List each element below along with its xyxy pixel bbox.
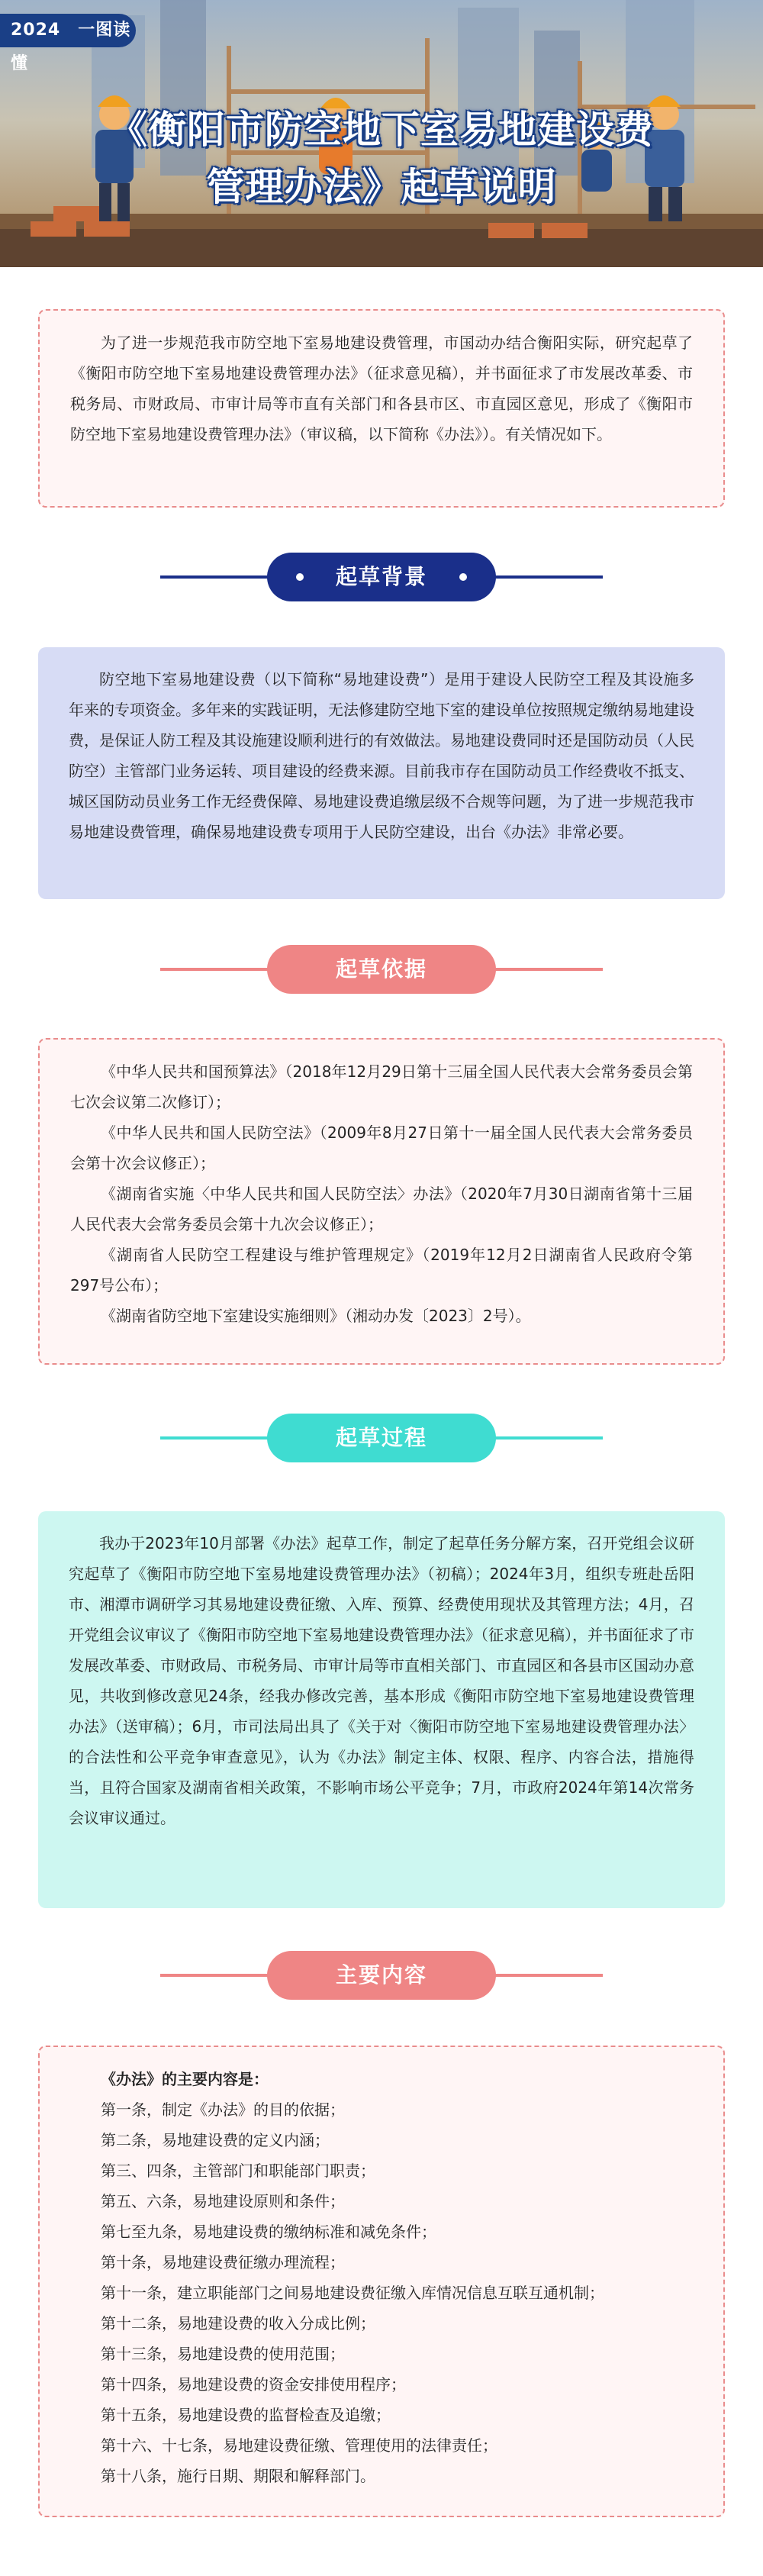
background-card (38, 647, 725, 899)
section-title: 起草背景 (335, 564, 427, 589)
basis-item: 《中华人民共和国预算法》（2018年12月29日第十三届全国人民代表大会常务委员会第七次会议第二次修订）； (70, 1062, 693, 1111)
basis-card (38, 1038, 725, 1365)
main-content-item: 第十条，易地建设费征缴办理流程； (101, 2253, 345, 2271)
main-content-heading: 《办法》的主要内容是： (101, 2070, 269, 2088)
main-content-item: 第五、六条，易地建设原则和条件； (101, 2192, 345, 2210)
section-title: 起草过程 (335, 1425, 427, 1450)
main-content-item: 第一条，制定《办法》的目的依据； (101, 2100, 345, 2119)
basis-item: 《湖南省防空地下室建设实施细则》（湘动办发〔2023〕2号）。 (101, 1307, 531, 1325)
main-content-item: 第十四条，易地建设费的资金安排使用程序； (101, 2375, 406, 2394)
main-content-card (38, 2046, 725, 2517)
section-title-pill (267, 945, 496, 994)
main-content-item: 第三、四条，主管部门和职能部门职责； (101, 2162, 375, 2180)
section-header-background (160, 553, 603, 601)
basis-item: 《湖南省实施〈中华人民共和国人民防空法〉办法》（2020年7月30日湖南省第十三届人民代表大会常务委员会第十九次会议修正）； (70, 1185, 693, 1233)
process-text: 我办于2023年10月部署《办法》起草工作，制定了起草任务分解方案，召开党组会议研究起草了《衡阳市防空地下室易地建设费管理办法》（初稿）；2024年3月，组织专班赴岳阳市、湘潭市调研学习其易地建设费征缴、入库、预算、经费使用现状及其管理方法；4月，召开党组会议审议了《衡阳市防空地下室易地建设费管理办法》（征求意见稿），并书面征求了市发展改革委、市财政局、市税务局、市审计局等市直相关部门、市直园区和各县市区国动办意见，共收到修改意见24条，经我办修改完善，基本形成《衡阳市防空地下室易地建设费管理办法》（送审稿）；6月，市司法局出具了《关于对〈衡阳市防空地下室易地建设费管理办法〉的合法性和公平竞争审查意见》，认为《办法》制定主体、权限、程序、内容合法，措施得当，且符合国家及湖南省相关政策，不影响市场公平竞争；7月，市政府2024年第14次常务会议审议通过。 (69, 1534, 694, 1827)
section-header-main-content (160, 1951, 603, 2000)
basis-item: 《湖南省人民防空工程建设与维护管理规定》（2019年12月2日湖南省人民政府令第297号公布）； (70, 1246, 693, 1294)
section-title-pill (267, 553, 496, 601)
dot-icon (296, 573, 304, 581)
section-title: 起草依据 (335, 956, 427, 982)
page-title-line1: 《衡阳市防空地下室易地建设费 (109, 108, 654, 152)
header-banner (0, 0, 763, 267)
main-content-item: 第十八条，施行日期、期限和解释部门。 (101, 2467, 375, 2485)
main-content-item: 第十二条，易地建设费的收入分成比例； (101, 2314, 375, 2333)
main-content-item: 第十三条，易地建设费的使用范围； (101, 2345, 345, 2363)
background-text: 防空地下室易地建设费（以下简称“易地建设费”）是用于建设人民防空工程及其设施多年来的专项资金。多年来的实践证明，无法修建防空地下室的建设单位按照规定缴纳易地建设费，是保证人防工程及其设施建设顺利进行的有效做法。易地建设费同时还是国防动员（人民防空）主管部门业务运转、项目建设的经费来源。目前我市存在国防动员工作经费收不抵支、城区国防动员业务工作无经费保障、易地建设费追缴层级不合规等问题，为了进一步规范我市易地建设费管理，确保易地建设费专项用于人民防空建设，出台《办法》非常必要。 (69, 670, 694, 841)
main-content-item: 第十六、十七条，易地建设费征缴、管理使用的法律责任； (101, 2436, 497, 2455)
section-header-basis (160, 945, 603, 994)
basis-item: 《中华人民共和国人民防空法》（2009年8月27日第十一届全国人民代表大会常务委员会第十次会议修正）； (70, 1124, 693, 1172)
page-title-line2: 管理办法》起草说明 (206, 165, 557, 209)
section-title-pill (267, 1951, 496, 2000)
issue-tag: 2024 一图读懂 (0, 14, 136, 47)
main-content-item: 第二条，易地建设费的定义内涵； (101, 2131, 330, 2149)
section-header-process (160, 1414, 603, 1462)
intro-card (38, 309, 725, 508)
main-content-item: 第十一条，建立职能部门之间易地建设费征缴入库情况信息互联互通机制； (101, 2284, 604, 2302)
process-card (38, 1511, 725, 1908)
main-content-item: 第七至九条，易地建设费的缴纳标准和减免条件； (101, 2223, 436, 2241)
intro-text: 为了进一步规范我市防空地下室易地建设费管理，市国动办结合衡阳实际，研究起草了《衡阳市防空地下室易地建设费管理办法》（征求意见稿），并书面征求了市发展改革委、市税务局、市财政局、市审计局等市直有关部门和各县市区、市直园区意见，形成了《衡阳市防空地下室易地建设费管理办法》（审议稿，以下简称《办法》）。有关情况如下。 (70, 334, 693, 443)
section-title-pill (267, 1414, 496, 1462)
section-title: 主要内容 (335, 1962, 427, 1988)
main-content-item: 第十五条，易地建设费的监督检查及追缴； (101, 2406, 391, 2424)
dot-icon (459, 573, 467, 581)
